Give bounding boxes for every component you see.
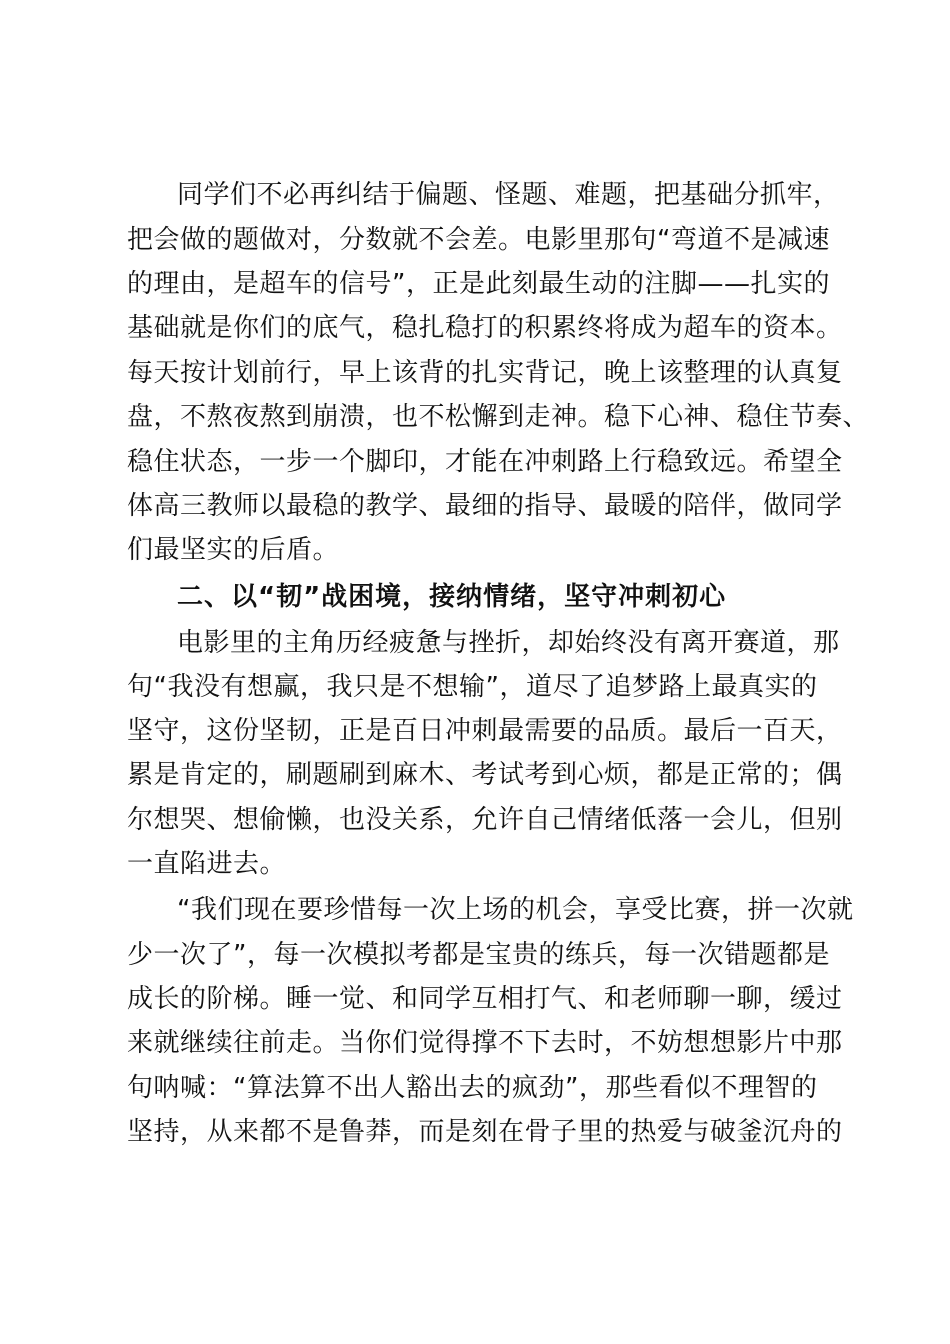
paragraph-line: 同学们不必再纠结于偏题、怪题、难题，把基础分抓牢， bbox=[177, 180, 840, 210]
paragraph-line: 尔想哭、想偷懒，也没关系，允许自己情绪低落一会儿，但别 bbox=[127, 805, 843, 835]
paragraph-line: 句“我没有想赢，我只是不想输”，道尽了追梦路上最真实的 bbox=[127, 672, 818, 702]
paragraph-line: 累是肯定的，刷题刷到麻木、考试考到心烦，都是正常的；偶 bbox=[127, 760, 843, 790]
paragraph-line: “我们现在要珍惜每一次上场的机会，享受比赛，拼一次就 bbox=[177, 895, 854, 925]
paragraph-line: 电影里的主角历经疲惫与挫折，却始终没有离开赛道，那 bbox=[177, 628, 840, 658]
section-heading: 二、以“韧”战困境，接纳情绪，坚守冲刺初心 bbox=[177, 582, 727, 612]
paragraph-line: 体高三教师以最稳的教学、最细的指导、最暖的陪伴，做同学 bbox=[127, 491, 843, 521]
paragraph-line: 把会做的题做对，分数就不会差。电影里那句“弯道不是减速 bbox=[127, 225, 830, 255]
paragraph-line: 一直陷进去。 bbox=[127, 849, 287, 879]
paragraph-line: 盘，不熬夜熬到崩溃，也不松懈到走神。稳下心神、稳住节奏、 bbox=[127, 402, 870, 432]
paragraph-line: 坚持，从来都不是鲁莽，而是刻在骨子里的热爱与破釜沉舟的 bbox=[127, 1117, 843, 1147]
paragraph-line: 成长的阶梯。睡一觉、和同学互相打气、和老师聊一聊，缓过 bbox=[127, 984, 843, 1014]
paragraph-line: 坚守，这份坚韧，正是百日冲刺最需要的品质。最后一百天， bbox=[127, 716, 843, 746]
paragraph-line: 每天按计划前行，早上该背的扎实背记，晚上该整理的认真复 bbox=[127, 358, 843, 388]
paragraph-line: 基础就是你们的底气，稳扎稳打的积累终将成为超车的资本。 bbox=[127, 313, 843, 343]
paragraph-line: 的理由，是超车的信号”，正是此刻最生动的注脚——扎实的 bbox=[127, 269, 830, 299]
paragraph-line: 们最坚实的后盾。 bbox=[127, 535, 340, 565]
paragraph-line: 来就继续往前走。当你们觉得撑不下去时，不妨想想影片中那 bbox=[127, 1028, 843, 1058]
paragraph-line: 少一次了”，每一次模拟考都是宝贵的练兵，每一次错题都是 bbox=[127, 940, 830, 970]
paragraph-line: 句呐喊：“算法算不出人豁出去的疯劲”，那些看似不理智的 bbox=[127, 1073, 818, 1103]
paragraph-line: 稳住状态，一步一个脚印，才能在冲刺路上行稳致远。希望全 bbox=[127, 447, 843, 477]
